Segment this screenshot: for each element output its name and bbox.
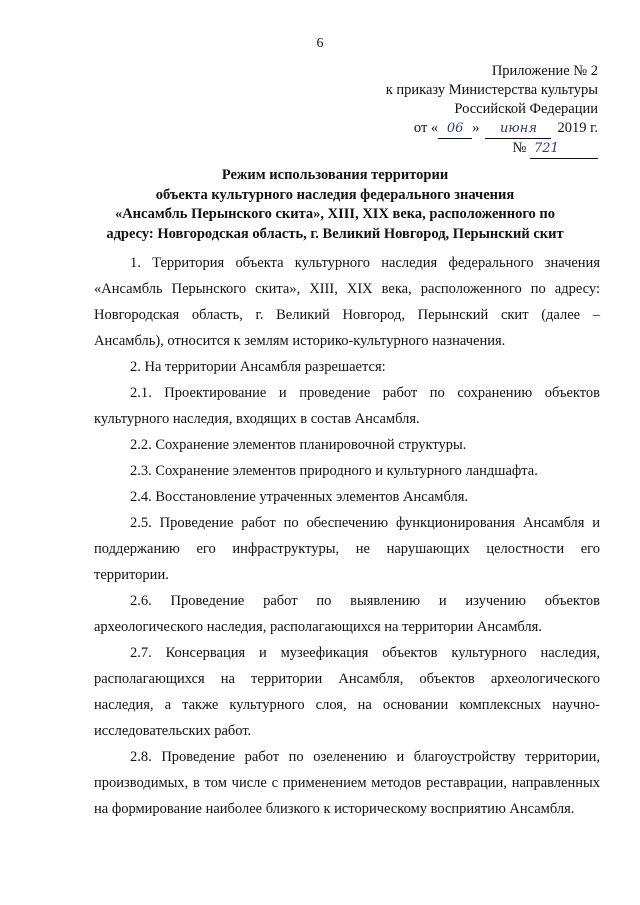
- order-reference: к приказу Министерства культуры: [385, 82, 598, 98]
- paragraph: 2.2. Сохранение элементов планировочной структуры.: [130, 437, 467, 453]
- handwritten-number: 721: [530, 139, 598, 159]
- document-body: [94, 250, 600, 822]
- paragraph: 2.1. Проектирование и проведение работ по сохранению объектов культурного наследия, входящих в состав Ансамбля.: [94, 385, 600, 427]
- handwritten-month: июня: [485, 119, 551, 139]
- order-date: [298, 119, 598, 139]
- page-number: 6: [316, 36, 324, 51]
- paragraph: 2.5. Проведение работ по обеспечению функционирования Ансамбля и поддержанию его инфраструктуры, не нарушающих целостности его территории.: [94, 515, 600, 583]
- paragraph: 2.6. Проведение работ по выявлению и изучению объектов археологического наследия, располагающихся на территории Ансамбля.: [94, 593, 600, 635]
- handwritten-day: 06: [438, 119, 472, 139]
- number-prefix: №: [512, 140, 527, 156]
- paragraph: 2.8. Проведение работ по озеленению и благоустройству территории, производимых, в том числе с применением методов реставрации, направленных на формирование наиболее близкого к историческому восприятию Ансамбля.: [94, 749, 600, 817]
- title-line: «Ансамбль Перынского скита», XIII, XIX века, расположенного по: [114, 206, 556, 222]
- title-line: Режим использования территории: [221, 167, 449, 183]
- title-line: адресу: Новгородская область, г. Великий Новгород, Перынский скит: [106, 225, 564, 242]
- appendix-label: Приложение № 2: [491, 63, 598, 79]
- title-line: объекта культурного наследия федерального значения: [155, 186, 515, 203]
- date-year: 2019 г.: [557, 120, 598, 136]
- paragraph: 2.4. Восстановление утраченных элементов Ансамбля.: [130, 489, 469, 505]
- date-mid: »: [472, 120, 480, 136]
- order-number: [298, 139, 598, 159]
- paragraph: 2. На территории Ансамбля разрешается:: [130, 359, 386, 375]
- document-title: [60, 166, 610, 244]
- paragraph: 1. Территория объекта культурного наследия федерального значения «Ансамбль Перынского скита», XIII, XIX века, расположенного по адресу: Новгородская область, г. Великий Новгород, Перынский скит (далее – Ансамбль), относится к землям историко-культурного назначения.: [94, 255, 600, 349]
- ministry-country: Российской Федерации: [454, 101, 598, 117]
- paragraph: 2.7. Консервация и музеефикация объектов культурного наследия, располагающихся на территории Ансамбля, объектов археологического наследия, а также культурного слоя, на основании комплексных научно-исследовательских работ.: [94, 645, 600, 739]
- date-prefix: от «: [413, 120, 439, 136]
- paragraph: 2.3. Сохранение элементов природного и культурного ландшафта.: [130, 463, 538, 479]
- approval-block: [298, 62, 598, 159]
